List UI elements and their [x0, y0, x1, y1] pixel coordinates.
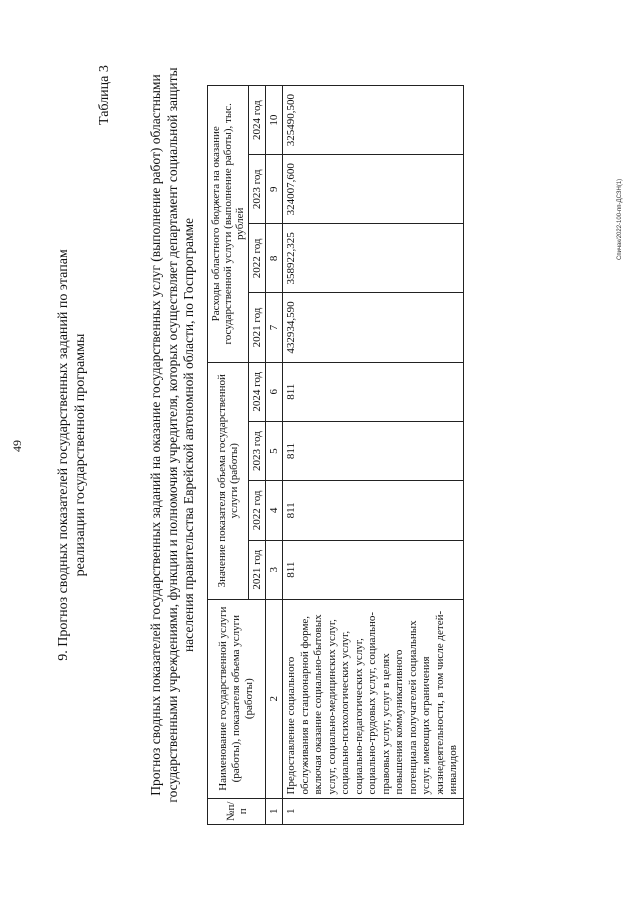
column-number: 2 [266, 599, 283, 798]
header-year: 2024 год [249, 86, 266, 155]
table-heading: Прогноз сводных показателей государственных заданий на оказание государственных услуг (выполнение работ) областными государственными учреждениями, функции и полномочия учредителя, которых осуществляет департамент социальной защиты населения правительства Еврейской автономной области, по Госпрограмме [148, 67, 196, 803]
header-year: 2024 год [249, 362, 266, 421]
header-year: 2023 год [249, 155, 266, 224]
header-year: 2021 год [249, 540, 266, 599]
header-name: Наименование государственной услуги (работы), показателя объема услуги (работы) [208, 599, 266, 798]
header-expense-group: Расходы областного бюджета на оказание государственной услуги (выполнение работы), тыс. рублей [208, 86, 249, 363]
column-number: 9 [266, 155, 283, 224]
value-cell: 811 [283, 421, 464, 480]
header-year: 2023 год [249, 421, 266, 480]
value-cell: 811 [283, 481, 464, 540]
header-year: 2022 год [249, 481, 266, 540]
expense-cell: 324007,600 [283, 155, 464, 224]
expense-cell: 358922,325 [283, 224, 464, 293]
column-number: 6 [266, 362, 283, 421]
page-number: 49 [10, 440, 24, 452]
header-value-group: Значение показателя объема государственной услуги (работы) [208, 362, 249, 599]
table-row [283, 86, 464, 825]
column-number: 10 [266, 86, 283, 155]
expense-cell: 325490,500 [283, 86, 464, 155]
side-note: Спичак/2022-100-пп-ДСЗН(1) [617, 178, 623, 260]
value-cell: 811 [283, 540, 464, 599]
header-year: 2022 год [249, 224, 266, 293]
column-number: 5 [266, 421, 283, 480]
numbering-row [266, 86, 283, 825]
section-title: 9. Прогноз сводных показателей государственных заданий по этапам реализации государственной программы [56, 249, 88, 661]
value-cell: 811 [283, 362, 464, 421]
column-number: 4 [266, 481, 283, 540]
column-number: 8 [266, 224, 283, 293]
expense-cell: 432934,590 [283, 293, 464, 362]
forecast-table [207, 85, 464, 825]
header-number: №п/п [208, 798, 266, 824]
column-number: 1 [266, 798, 283, 824]
table-label: Таблица 3 [97, 65, 112, 125]
row-number: 1 [283, 798, 464, 824]
column-number: 7 [266, 293, 283, 362]
column-number: 3 [266, 540, 283, 599]
header-year: 2021 год [249, 293, 266, 362]
service-name: Предоставление социального обслуживания в стационарной форме, включая оказание социально-бытовых услуг, социально-медицинских услуг, социально-психологических услуг, социально-педагогических услуг, социально-трудовых услуг, социально-правовых услуг, услуг в целях повышения коммуникативного потенциала получателей социальных услуг, имеющих ограничения жизнедеятельности, в том числе детей-инвалидов [283, 599, 464, 798]
